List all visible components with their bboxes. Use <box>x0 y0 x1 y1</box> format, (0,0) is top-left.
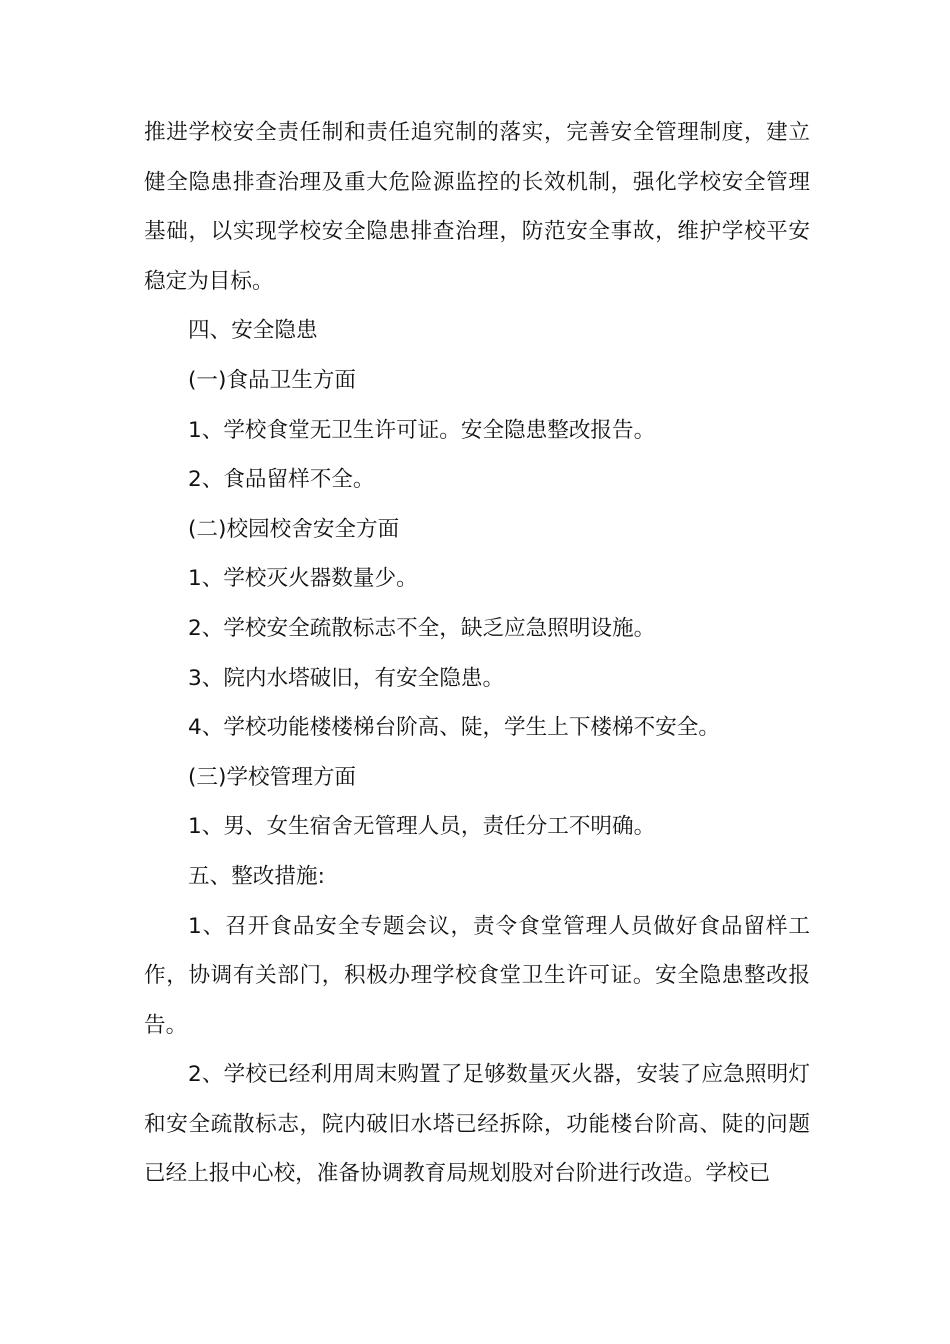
list-item-campus-2: 2、学校安全疏散标志不全，缺乏应急照明设施。 <box>188 615 656 641</box>
list-item-food-1: 1、学校食堂无卫生许可证。安全隐患整改报告。 <box>188 417 656 443</box>
document-body <box>144 108 810 1199</box>
section-heading-rectification-measures: 五、整改措施: <box>188 863 325 889</box>
paragraph-intro-continuation: 推进学校安全责任制和责任追究制的落实，完善安全管理制度，建立健全隐患排查治理及重大危险源监控的长效机制，强化学校安全管理基础，以实现学校安全隐患排查治理，防范安全事故，维护学校平安稳定为目标。 <box>144 120 810 294</box>
list-item-food-2: 2、食品留样不全。 <box>188 467 375 493</box>
subsection-heading-school-management: (三)学校管理方面 <box>188 764 357 790</box>
list-item-campus-1: 1、学校灭火器数量少。 <box>188 566 418 592</box>
section-heading-safety-hazards: 四、安全隐患 <box>188 318 318 344</box>
list-item-campus-3: 3、院内水塔破旧，有安全隐患。 <box>188 665 505 691</box>
list-item-campus-4: 4、学校功能楼楼梯台阶高、陡，学生上下楼梯不安全。 <box>188 715 720 741</box>
subsection-heading-campus-safety: (二)校园校舍安全方面 <box>188 516 400 542</box>
subsection-heading-food-hygiene: (一)食品卫生方面 <box>188 367 357 393</box>
list-item-management-1: 1、男、女生宿舍无管理人员，责任分工不明确。 <box>188 814 656 840</box>
list-item-measure-2: 2、学校已经利用周末购置了足够数量灭火器，安装了应急照明灯和安全疏散标志，院内破旧水塔已经拆除，功能楼台阶高、陡的问题已经上报中心校，准备协调教育局规划股对台阶进行改造。学校已 <box>144 1062 810 1187</box>
list-item-measure-1: 1、召开食品安全专题会议，责令食堂管理人员做好食品留样工作，协调有关部门，积极办理学校食堂卫生许可证。安全隐患整改报告。 <box>144 913 810 1038</box>
